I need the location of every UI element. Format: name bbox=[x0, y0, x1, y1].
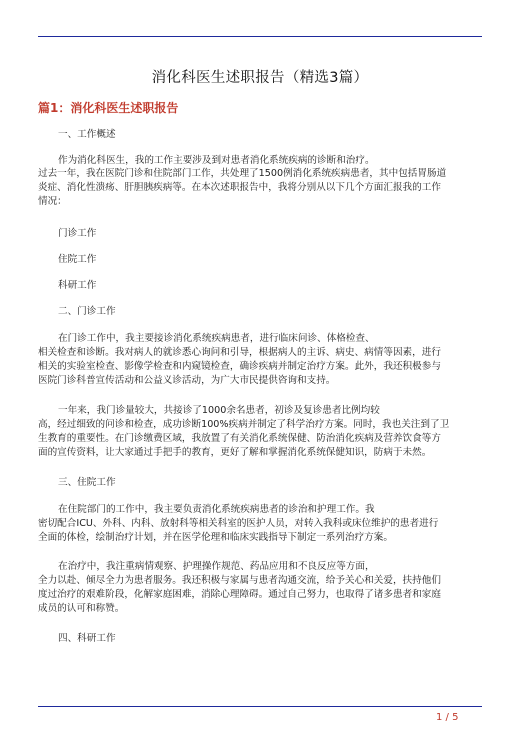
paragraph-line: 相关的实验室检查、影像学检查和内窥镜检查，确诊疾病并制定治疗方案。此外，我还积极参与 bbox=[38, 361, 441, 372]
paragraph-line: 一年来，我门诊量较大，共接诊了1000余名患者，初诊及复诊患者比例均较 bbox=[58, 405, 380, 416]
heading-inpatient: 三、住院工作 bbox=[58, 477, 116, 488]
paragraph-line: 密切配合ICU、外科、内科、放射科等相关科室的医护人员，对转入我科或床位维护的患者进行 bbox=[38, 518, 439, 529]
header-rule bbox=[38, 36, 482, 37]
paragraph-line: 成员的认可和称赞。 bbox=[38, 603, 125, 614]
paragraph-line: 高，经过细致的问诊和检查，成功诊断100%疾病并制定了科学治疗方案。同时，我也关注到了卫 bbox=[38, 419, 450, 430]
paragraph-line: 相关检查和诊断。我对病人的就诊悉心询问和引导，根据病人的主诉、病史、病情等因素，进行 bbox=[38, 347, 441, 358]
heading-overview: 一、工作概述 bbox=[58, 129, 116, 140]
heading-outpatient: 二、门诊工作 bbox=[58, 306, 116, 317]
paragraph-line: 在住院部门的工作中，我主要负责消化系统疾病患者的诊治和护理工作。我 bbox=[58, 504, 375, 515]
section-heading: 篇1：消化科医生述职报告 bbox=[38, 101, 179, 115]
list-item: 科研工作 bbox=[58, 280, 97, 291]
heading-research: 四、科研工作 bbox=[58, 633, 116, 644]
paragraph-line: 在门诊工作中，我主要接诊消化系统疾病患者，进行临床问诊、体格检查、 bbox=[58, 333, 375, 344]
paragraph-line: 情况： bbox=[38, 196, 67, 207]
paragraph-line: 面的宣传资料，让大家通过手把手的教育，更好了解和掌握消化系统保健知识，防病于未然。 bbox=[38, 447, 432, 458]
paragraph-line: 炎症、消化性溃疡、肝胆胰疾病等。在本次述职报告中，我将分别从以下几个方面汇报我的工作 bbox=[38, 182, 441, 193]
list-item: 住院工作 bbox=[58, 254, 97, 265]
paragraph-line: 全力以赴、倾尽全力为患者服务。我还积极与家属与患者沟通交流，给予关心和关爱，扶持他们 bbox=[38, 575, 441, 586]
document-title: 消化科医生述职报告（精选3篇） bbox=[151, 70, 369, 86]
paragraph-line: 全面的体检，绘制治疗计划，并在医学伦理和临床实践指导下制定一系列治疗方案。 bbox=[38, 532, 393, 543]
paragraph-line: 度过治疗的艰难阶段，化解家庭困难，消除心理障碍。通过自己努力，也取得了诸多患者和家庭 bbox=[38, 589, 441, 600]
footer-rule bbox=[38, 706, 482, 707]
paragraph-line: 生教育的重要性。在门诊缴费区域，我放置了有关消化系统保健、防治消化疾病及营养饮食等方 bbox=[38, 433, 441, 444]
page-number: 1 / 5 bbox=[436, 712, 459, 723]
list-item: 门诊工作 bbox=[58, 228, 97, 239]
paragraph-line: 过去一年，我在医院门诊和住院部门工作，共处理了1500例消化系统疾病患者，其中包括胃肠道 bbox=[38, 168, 447, 179]
paragraph-line: 在治疗中，我注重病情观察、护理操作规范、药品应用和不良反应等方面， bbox=[58, 561, 375, 572]
paragraph-line: 医院门诊科普宣传活动和公益义诊活动，为广大市民提供咨询和支持。 bbox=[38, 375, 336, 386]
paragraph-line: 作为消化科医生，我的工作主要涉及到对患者消化系统疾病的诊断和治疗。 bbox=[58, 155, 375, 166]
